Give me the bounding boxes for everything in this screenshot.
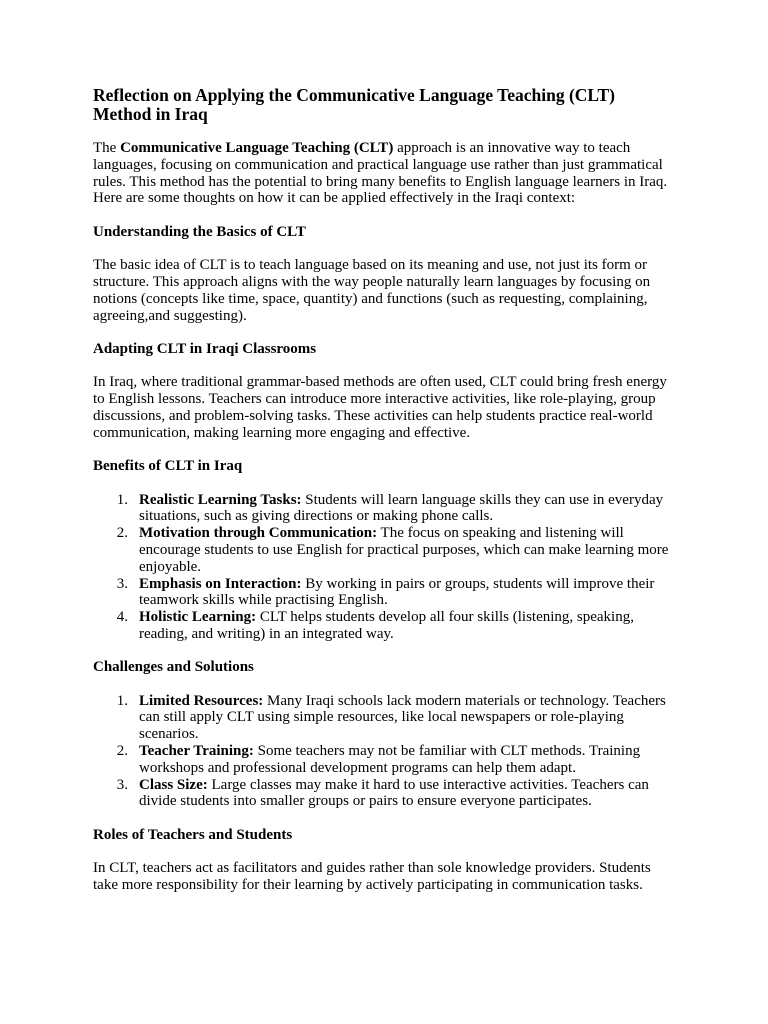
adapting-heading: Adapting CLT in Iraqi Classrooms (93, 340, 317, 357)
list-marker: 4. (116, 609, 128, 626)
list-item (93, 777, 675, 811)
list-item-text: CLT helps students develop all four skills (listening, speaking, reading, and writing) in an integrated way. (139, 609, 634, 642)
list-marker: 3. (116, 776, 128, 793)
list-item-label: Teacher Training: (139, 743, 254, 760)
list-item-text: Many Iraqi schools lack modern materials or technology. Teachers can still apply CLT using simple resources, like local newspapers or role-playing scenarios. (139, 692, 666, 743)
list-marker: 2. (116, 743, 128, 760)
intro-paragraph (93, 140, 675, 207)
list-marker: 3. (116, 575, 128, 592)
list-item (93, 492, 675, 526)
list-item-text: Some teachers may not be familiar with CLT methods. Training workshops and professional development programs can help them adapt. (139, 743, 641, 776)
roles-paragraph: In CLT, teachers act as facilitators and guides rather than sole knowledge providers. Students take more responsibility for their learning by actively participating in communication tasks. (93, 860, 651, 894)
adapting-paragraph: In Iraq, where traditional grammar-based methods are often used, CLT could bring fresh energy to English lessons. Teachers can introduce more interactive activities, like role-playing, group discussions, and problem-solving tasks. These activities can help students practice real-world communication, making learning more engaging and effective. (93, 374, 667, 441)
list-item-label: Limited Resources: (139, 692, 264, 709)
list-item-text: Large classes may make it hard to use interactive activities. Teachers can divide students into smaller groups or pairs to ensure everyone participates. (139, 776, 649, 810)
list-item-label: Class Size: (139, 776, 208, 793)
basics-paragraph: The basic idea of CLT is to teach language based on its meaning and use, not just its form or structure. This approach aligns with the way people naturally learn languages by focusing on notions (concepts like time, space, quantity) and functions (such as requesting, complaining, agreeing,and suggesting). (93, 257, 651, 324)
list-item-text: By working in pairs or groups, students will improve their teamwork skills while practising English. (139, 575, 655, 609)
list-marker: 2. (116, 525, 128, 542)
list-item (93, 743, 675, 777)
intro-prefix: The (93, 140, 121, 156)
list-item (93, 609, 675, 643)
list-item-label: Motivation through Communication: (139, 525, 378, 542)
intro-text: approach is an innovative way to teach languages, focusing on communication and practical language use rather than just grammatical rules. This method has the potential to bring many benefits to English language learners in Iraq. Here are some thoughts on how it can be applied effectively in the Iraqi context: (93, 140, 668, 207)
list-item-label: Holistic Learning: (139, 609, 257, 626)
list-marker: 1. (116, 491, 128, 508)
roles-heading: Roles of Teachers and Students (93, 826, 293, 843)
document-title: Reflection on Applying the Communicative Language Teaching (CLT) Method in Iraq (93, 85, 615, 124)
document-body (93, 86, 675, 910)
benefits-list (93, 492, 675, 643)
list-item (93, 693, 675, 743)
list-item-text: The focus on speaking and listening will encourage students to use English for practical purposes, which can make learning more enjoyable. (139, 525, 669, 575)
basics-heading: Understanding the Basics of CLT (93, 223, 306, 240)
list-item (93, 576, 675, 610)
challenges-heading: Challenges and Solutions (93, 659, 254, 676)
list-item-label: Emphasis on Interaction: (139, 575, 302, 592)
intro-bold-term: Communicative Language Teaching (CLT) (120, 140, 394, 156)
list-item-label: Realistic Learning Tasks: (139, 491, 302, 508)
list-item-text: Students will learn language skills they can use in everyday situations, such as giving directions or making phone calls. (139, 491, 664, 525)
benefits-heading: Benefits of CLT in Iraq (93, 458, 243, 475)
challenges-list (93, 693, 675, 811)
list-marker: 1. (116, 692, 128, 709)
list-item (93, 525, 675, 575)
